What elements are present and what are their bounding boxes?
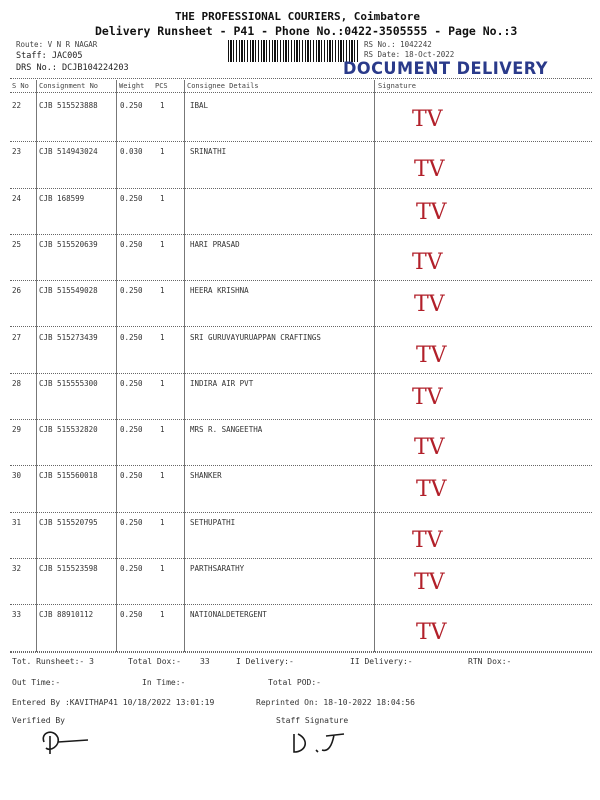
row-sno: 31: [12, 517, 22, 527]
row-sno: 30: [12, 471, 22, 481]
row-signature: TV: [416, 620, 447, 646]
row-signature: TV: [414, 292, 445, 318]
row-separator: [10, 280, 592, 281]
col-consignment: Consignment No: [39, 82, 99, 90]
row-pcs: 1: [160, 332, 165, 342]
row-pcs: 1: [160, 378, 165, 388]
row-consignee: SRI GURUVAYURUAPPAN CRAFTINGS: [190, 332, 321, 342]
row-sno: 22: [12, 101, 22, 110]
row-consignee: NATIONALDETERGENT: [190, 610, 267, 620]
row-pcs: 1: [160, 425, 165, 435]
row-consignment: CJB 515273439: [39, 332, 98, 342]
col-weight: Weight: [119, 82, 145, 90]
row-consignment: CJB 88910112: [39, 610, 94, 620]
row-consignment: CJB 515523888: [39, 101, 98, 110]
row-sno: 32: [12, 564, 22, 573]
total-dox-value: 33: [200, 657, 210, 666]
runsheet-title: Delivery Runsheet - P41 - Phone No.:0422-3505555 - Page No.:3: [95, 24, 518, 38]
row-consignee: PARTHSARATHY: [190, 564, 245, 573]
row-sno: 25: [12, 239, 22, 249]
row-pcs: 1: [160, 101, 165, 110]
out-time: Out Time:-: [12, 678, 61, 687]
i-delivery: I Delivery:-: [236, 657, 294, 666]
row-signature: TV: [412, 527, 443, 553]
row-weight: 0.250: [120, 517, 143, 527]
row-consignee: INDIRA AIR PVT: [190, 378, 254, 388]
row-separator: [10, 326, 592, 327]
verifier-signature-icon: [36, 724, 96, 760]
row-separator: [10, 604, 592, 605]
rtn-dox: RTN Dox:-: [468, 657, 512, 666]
staff-signature-label: Staff Signature: [276, 716, 349, 725]
row-signature: TV: [414, 570, 445, 595]
row-consignment: CJB 515549028: [39, 286, 98, 296]
col-pcs: PCS: [155, 82, 168, 90]
row-pcs: 1: [160, 193, 165, 203]
rs-date: RS Date: 18-Oct-2022: [364, 50, 455, 59]
staff-signature-icon: [288, 728, 358, 758]
row-consignee: MRS R. SANGEETHA: [190, 425, 263, 435]
row-consignment: CJB 515520639: [39, 239, 98, 249]
row-consignment: CJB 514943024: [39, 147, 98, 157]
row-weight: 0.250: [120, 471, 143, 481]
row-weight: 0.250: [120, 239, 143, 249]
verified-by: Verified By: [12, 716, 65, 725]
table-row: [0, 514, 600, 560]
row-separator: [10, 373, 592, 374]
row-sno: 29: [12, 425, 22, 435]
table-row: [0, 97, 600, 143]
row-weight: 0.250: [120, 286, 143, 296]
row-sno: 23: [12, 147, 22, 157]
row-weight: 0.250: [120, 378, 143, 388]
row-separator: [10, 465, 592, 466]
col-sno: S No: [12, 82, 29, 90]
col-consignee: Consignee Details: [187, 82, 259, 90]
table-row: [0, 236, 600, 282]
row-signature: TV: [412, 107, 443, 132]
tot-runsheet: Tot. Runsheet:- 3: [12, 657, 94, 666]
row-signature: TV: [416, 477, 447, 503]
row-consignment: CJB 515555300: [39, 378, 98, 388]
row-signature: TV: [412, 384, 443, 410]
row-sno: 33: [12, 610, 22, 620]
row-pcs: 1: [160, 471, 165, 481]
row-consignment: CJB 515523598: [39, 564, 98, 573]
row-pcs: 1: [160, 517, 165, 527]
reprinted-on: Reprinted On: 18-10-2022 18:04:56: [256, 698, 415, 707]
row-separator: [10, 419, 592, 420]
row-sno: 26: [12, 286, 22, 296]
row-sno: 28: [12, 378, 22, 388]
header-top-line: [10, 78, 592, 79]
row-consignee: HEERA KRISHNA: [190, 286, 249, 296]
row-consignee: SRINATHI: [190, 147, 227, 157]
row-pcs: 1: [160, 610, 165, 620]
table-row: [0, 143, 600, 189]
header-bottom-line: [10, 92, 592, 93]
row-sno: 27: [12, 332, 22, 342]
row-signature: TV: [414, 435, 445, 461]
row-weight: 0.250: [120, 610, 143, 620]
row-weight: 0.030: [120, 147, 143, 157]
row-consignee: HARI PRASAD: [190, 239, 240, 249]
table-row: [0, 282, 600, 328]
barcode: [228, 40, 360, 62]
row-consignee: SETHUPATHI: [190, 517, 236, 527]
in-time: In Time:-: [142, 678, 186, 687]
ii-delivery: II Delivery:-: [350, 657, 413, 666]
table-row: [0, 375, 600, 421]
footer-line: [10, 652, 592, 653]
row-weight: 0.250: [120, 101, 143, 110]
row-separator: [10, 141, 592, 142]
table-row: [0, 421, 600, 467]
table-row: [0, 329, 600, 375]
total-dox-label: Total Dox:-: [128, 657, 181, 666]
row-weight: 0.250: [120, 332, 143, 342]
row-weight: 0.250: [120, 425, 143, 435]
route-label: Route: V N R NAGAR: [16, 40, 98, 49]
row-pcs: 1: [160, 286, 165, 296]
row-signature: TV: [414, 157, 445, 183]
row-consignment: CJB 168599: [39, 193, 85, 203]
row-consignment: CJB 515532820: [39, 425, 98, 435]
table-row: [0, 560, 600, 606]
row-sno: 24: [12, 193, 22, 203]
row-consignee: SHANKER: [190, 471, 222, 481]
document-delivery-stamp: DOCUMENT DELIVERY: [343, 59, 548, 79]
row-pcs: 1: [160, 147, 165, 157]
row-signature: TV: [416, 199, 447, 225]
row-signature: TV: [412, 249, 443, 275]
table-row: [0, 467, 600, 513]
row-weight: 0.250: [120, 564, 143, 573]
row-signature: TV: [416, 342, 447, 368]
row-separator: [10, 234, 592, 235]
table-row: [0, 190, 600, 236]
table-row: [0, 606, 600, 652]
row-pcs: 1: [160, 239, 165, 249]
drs-number: DRS No.: DCJB104224203: [16, 63, 129, 73]
row-consignment: CJB 515520795: [39, 517, 98, 527]
row-pcs: 1: [160, 564, 165, 573]
staff-label: Staff: JAC005: [16, 51, 83, 61]
row-separator: [10, 558, 592, 559]
col-signature: Signature: [378, 82, 416, 90]
entered-by: Entered By :KAVITHAP41 10/18/2022 13:01:19: [12, 698, 215, 707]
row-consignee: IBAL: [190, 101, 209, 110]
row-separator: [10, 188, 592, 189]
rs-number: RS No.: 1042242: [364, 40, 432, 49]
total-pod: Total POD:-: [268, 678, 321, 687]
row-separator: [10, 512, 592, 513]
row-weight: 0.250: [120, 193, 143, 203]
company-title: THE PROFESSIONAL COURIERS, Coimbatore: [175, 10, 421, 23]
row-consignment: CJB 515560018: [39, 471, 98, 481]
